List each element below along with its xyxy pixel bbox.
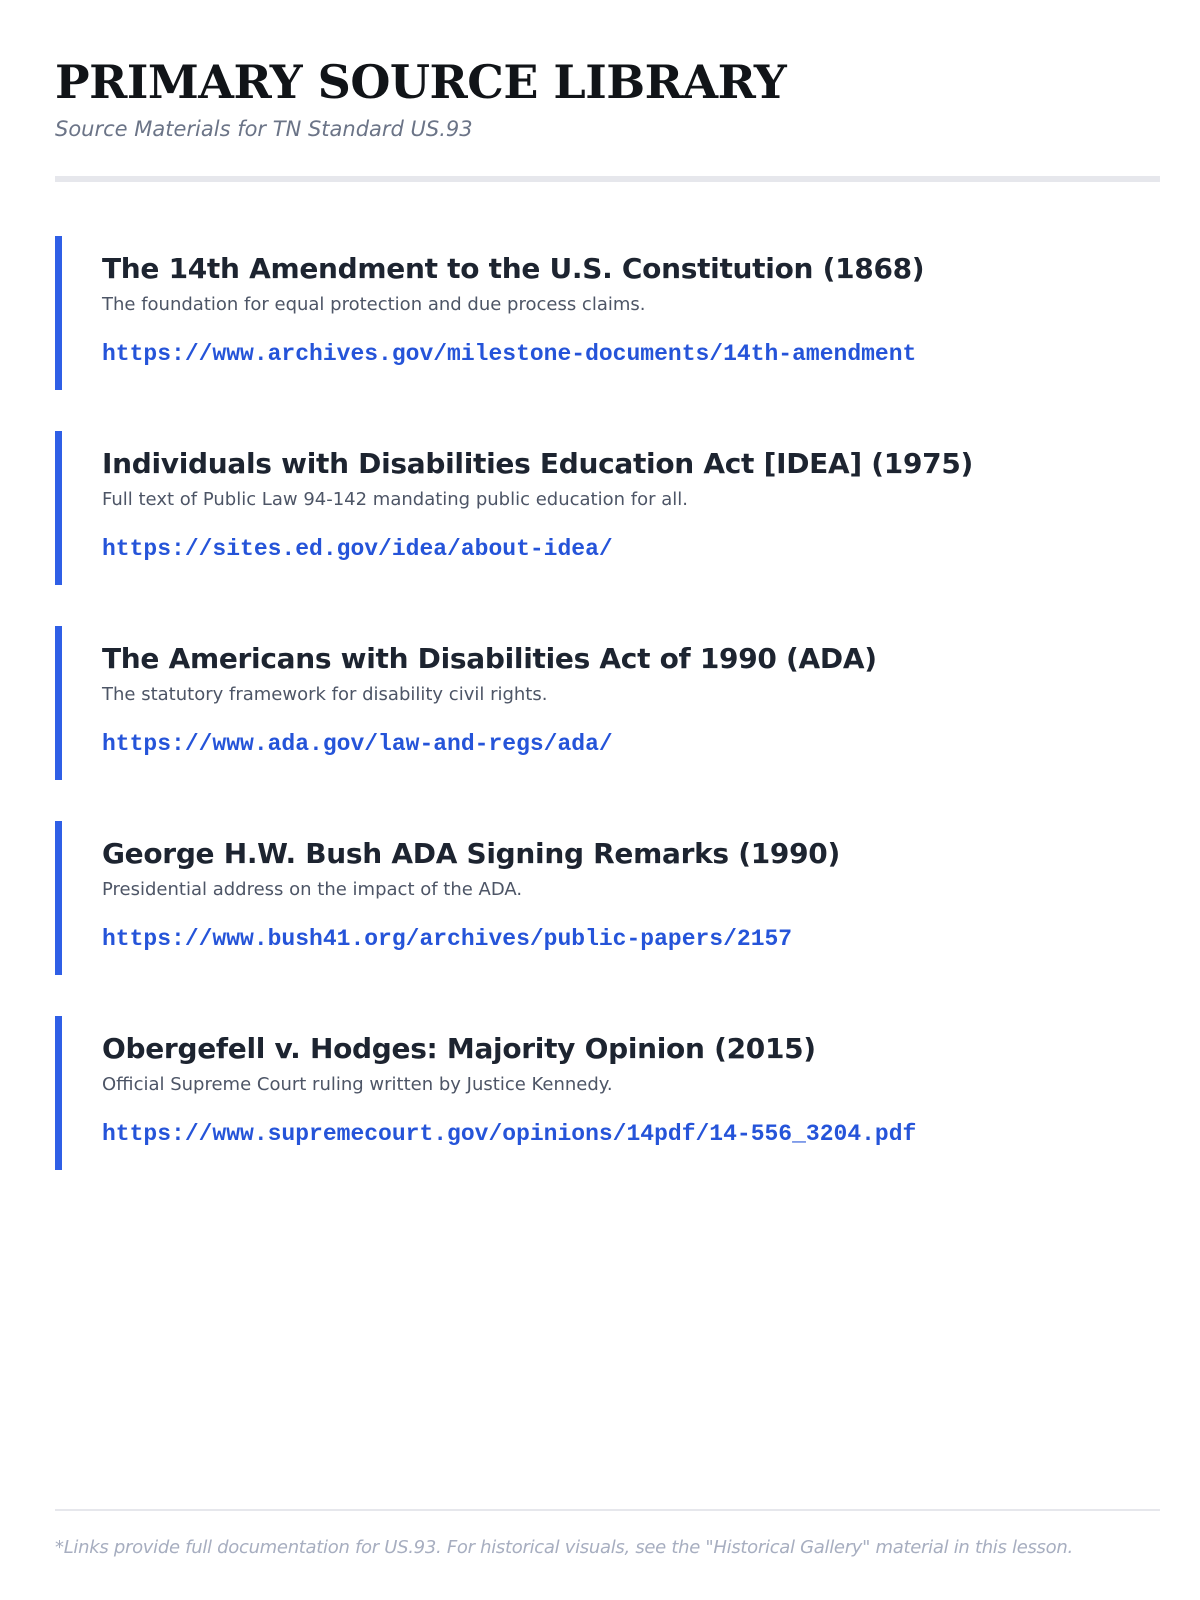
source-description: Official Supreme Court ruling written by Justice Kennedy.	[102, 1074, 613, 1095]
source-title: The 14th Amendment to the U.S. Constitution (1868)	[102, 252, 925, 285]
source-title: The Americans with Disabilities Act of 1990 (ADA)	[102, 642, 877, 675]
source-title: Obergefell v. Hodges: Majority Opinion (2015)	[102, 1032, 816, 1065]
header	[55, 52, 1160, 144]
source-title: George H.W. Bush ADA Signing Remarks (1990)	[102, 837, 840, 870]
source-card-ada	[55, 626, 1160, 780]
source-description: Full text of Public Law 94-142 mandating public education for all.	[102, 489, 688, 510]
footer-note: *Links provide full documentation for US.93. For historical visuals, see the "Historical Gallery" material in this lesson.	[55, 1537, 1073, 1558]
source-description: The statutory framework for disability civil rights.	[102, 684, 548, 705]
source-link-obergefell[interactable]: https://www.supremecourt.gov/opinions/14pdf/14-556_3204.pdf	[102, 1121, 917, 1147]
header-divider	[55, 176, 1160, 182]
source-link-idea[interactable]: https://sites.ed.gov/idea/about-idea/	[102, 536, 613, 562]
page-title: PRIMARY SOURCE LIBRARY	[55, 55, 787, 109]
source-link-14th-amendment[interactable]: https://www.archives.gov/milestone-documents/14th-amendment	[102, 341, 917, 367]
source-card-obergefell	[55, 1016, 1160, 1170]
footer-divider	[55, 1509, 1160, 1511]
source-link-ada[interactable]: https://www.ada.gov/law-and-regs/ada/	[102, 731, 613, 757]
source-list	[55, 236, 1160, 1211]
source-card-idea	[55, 431, 1160, 585]
source-card-bush-remarks	[55, 821, 1160, 975]
source-description: The foundation for equal protection and due process claims.	[102, 294, 646, 315]
source-title: Individuals with Disabilities Education Act [IDEA] (1975)	[102, 447, 973, 480]
source-description: Presidential address on the impact of the ADA.	[102, 879, 523, 900]
source-card-14th-amendment	[55, 236, 1160, 390]
source-link-bush-remarks[interactable]: https://www.bush41.org/archives/public-papers/2157	[102, 926, 793, 952]
page-subtitle: Source Materials for TN Standard US.93	[55, 117, 473, 141]
